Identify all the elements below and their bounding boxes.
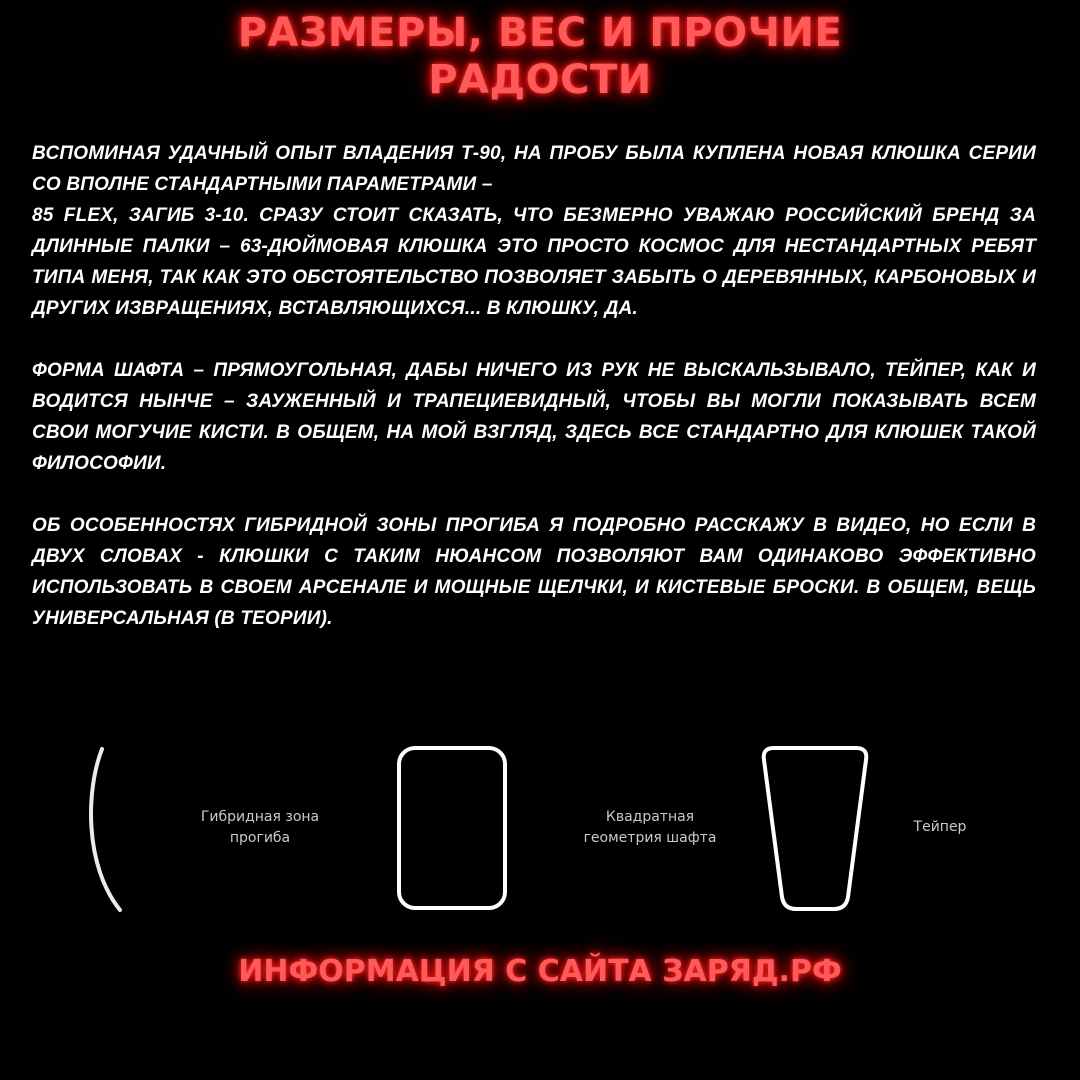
square-shaft-geometry-icon [396, 745, 510, 915]
article-body [32, 138, 1036, 665]
source-credit: ИНФОРМАЦИЯ С САЙТА ЗАРЯД.РФ [238, 954, 842, 989]
taper-trapezoid-icon [760, 745, 870, 915]
paragraph-shaft-shape [32, 355, 1036, 479]
caption-line: геометрия шафта [583, 830, 717, 846]
caption-taper [890, 817, 990, 838]
page-title [140, 10, 940, 104]
caption-line: прогиба [229, 830, 291, 846]
page-title-line-1: РАЗМЕРЫ, ВЕС И ПРОЧИЕ [237, 10, 843, 56]
paragraph-line: ВСПОМИНАЯ УДАЧНЫЙ ОПЫТ ВЛАДЕНИЯ Т-90, НА ПРОБУ БЫЛА КУПЛЕНА НОВАЯ КЛЮШКА СЕРИИ СО ВПОЛНЕ СТАНДАРТНЫМИ ПАРАМЕТРАМИ – [32, 143, 1036, 195]
caption-square-shaft-geometry [550, 807, 750, 849]
caption-line: Гибридная зона [200, 809, 320, 825]
page-title-line-2: РАДОСТИ [428, 57, 652, 103]
paragraph-line: ОБ ОСОБЕННОСТЯХ ГИБРИДНОЙ ЗОНЫ ПРОГИБА Я ПОДРОБНО РАССКАЖУ В ВИДЕО, НО ЕСЛИ В ДВУХ СЛОВАХ - КЛЮШКИ С ТАКИМ НЮАНСОМ ПОЗВОЛЯЮТ ВАМ ОДИНАКОВО ЭФФЕКТИВНО ИСПОЛЬЗОВАТЬ В СВОЕМ АРСЕНАЛЕ И МОЩНЫЕ ЩЕЛЧКИ, И КИСТЕВЫЕ БРОСКИ. В ОБЩЕМ, ВЕЩЬ УНИВЕРСАЛЬНАЯ (В ТЕОРИИ). [32, 515, 1036, 629]
paragraph-line: ФОРМА ШАФТА – ПРЯМОУГОЛЬНАЯ, ДАБЫ НИЧЕГО ИЗ РУК НЕ ВЫСКАЛЬЗЫВАЛО, ТЕЙПЕР, КАК И ВОДИТСЯ НЫНЧЕ – ЗАУЖЕННЫЙ И ТРАПЕЦИЕВИДНЫЙ, ЧТОБЫ ВЫ МОГЛИ ПОКАЗЫВАТЬ ВСЕМ СВОИ МОГУЧИЕ КИСТИ. В ОБЩЕМ, НА МОЙ ВЗГЛЯД, ЗДЕСЬ ВСЕ СТАНДАРТНО ДЛЯ КЛЮШЕК ТАКОЙ ФИЛОСОФИИ. [32, 360, 1036, 474]
caption-hybrid-flex-zone [170, 807, 350, 849]
hybrid-flex-zone-curve-icon [80, 745, 140, 915]
paragraph-stick-overview [32, 138, 1036, 324]
paragraph-line: 85 FLEX, ЗАГИБ 3-10. СРАЗУ СТОИТ СКАЗАТЬ, ЧТО БЕЗМЕРНО УВАЖАЮ РОССИЙСКИЙ БРЕНД ЗА ДЛИННЫЕ ПАЛКИ – 63-ДЮЙМОВАЯ КЛЮШКА ЭТО ПРОСТО КОСМОС ДЛЯ НЕСТАНДАРТНЫХ РЕБЯТ ТИПА МЕНЯ, ТАК КАК ЭТО ОБСТОЯТЕЛЬСТВО ПОЗВОЛЯЕТ ЗАБЫТЬ О ДЕРЕВЯННЫХ, КАРБОНОВЫХ И ДРУГИХ ИЗВРАЩЕНИЯХ, ВСТАВЛЯЮЩИХСЯ... В КЛЮШКУ, ДА. [32, 205, 1036, 319]
caption-line: Квадратная [605, 809, 695, 825]
stick-features-diagram [80, 735, 1000, 925]
caption-line: Тейпер [913, 819, 967, 835]
paragraph-hybrid-flex-zone [32, 510, 1036, 634]
